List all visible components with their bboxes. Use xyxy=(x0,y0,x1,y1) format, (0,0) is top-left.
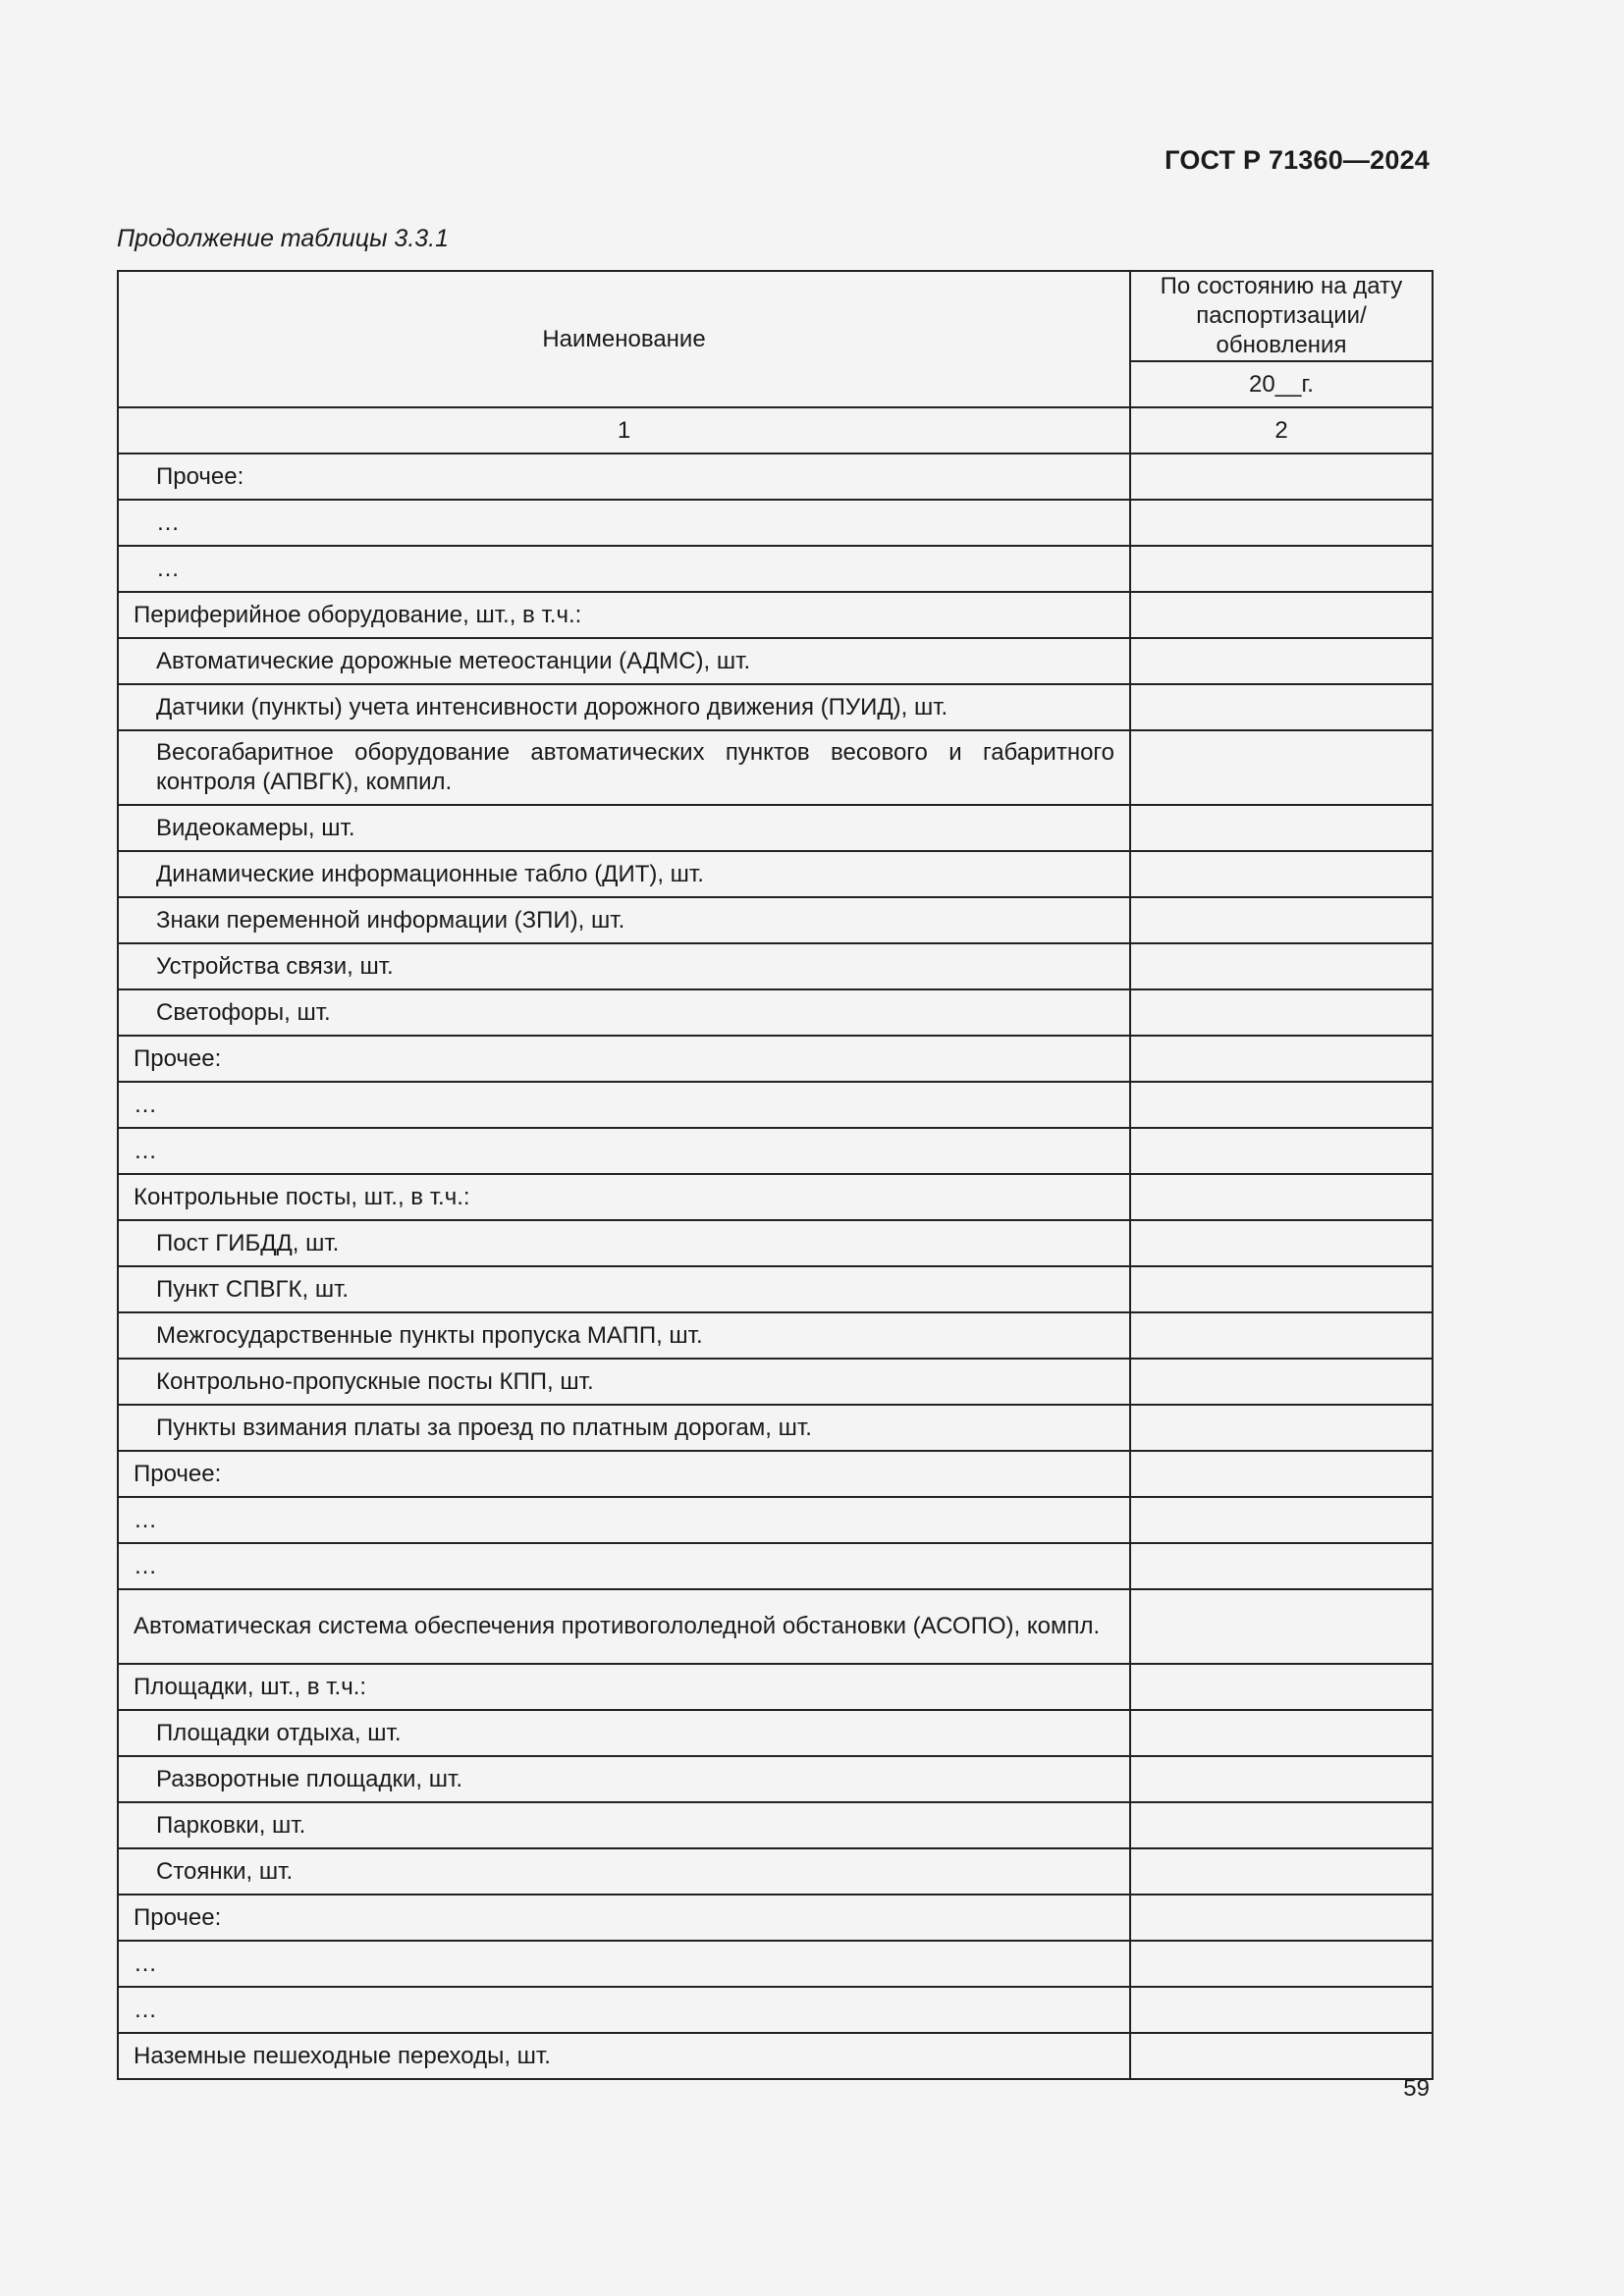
column-number-2: 2 xyxy=(1130,407,1433,454)
table-row xyxy=(118,2033,1433,2079)
row-label: Видеокамеры, шт. xyxy=(118,805,1130,851)
row-value-cell[interactable] xyxy=(1130,1497,1433,1543)
row-value-cell[interactable] xyxy=(1130,546,1433,592)
table-row xyxy=(118,805,1433,851)
row-label: Площадки, шт., в т.ч.: xyxy=(118,1664,1130,1710)
row-value-cell[interactable] xyxy=(1130,1543,1433,1589)
row-label: … xyxy=(118,1128,1130,1174)
table-row xyxy=(118,943,1433,989)
table-row xyxy=(118,454,1433,500)
table-row xyxy=(118,1359,1433,1405)
row-value-cell[interactable] xyxy=(1130,592,1433,638)
row-label: Прочее: xyxy=(118,1451,1130,1497)
row-value-cell[interactable] xyxy=(1130,1756,1433,1802)
row-value-cell[interactable] xyxy=(1130,1359,1433,1405)
column-number-1: 1 xyxy=(118,407,1130,454)
row-value-cell[interactable] xyxy=(1130,989,1433,1036)
table-row xyxy=(118,1266,1433,1312)
row-value-cell[interactable] xyxy=(1130,1082,1433,1128)
row-value-cell[interactable] xyxy=(1130,1802,1433,1848)
table-row xyxy=(118,1756,1433,1802)
row-value-cell[interactable] xyxy=(1130,1451,1433,1497)
row-value-cell[interactable] xyxy=(1130,1405,1433,1451)
row-value-cell[interactable] xyxy=(1130,454,1433,500)
row-value-cell[interactable] xyxy=(1130,1174,1433,1220)
row-label: Контрольно-пропускные посты КПП, шт. xyxy=(118,1359,1130,1405)
column-header-state: По состоянию на дату паспортизации/обновления xyxy=(1130,271,1433,361)
row-label: Датчики (пункты) учета интенсивности дорожного движения (ПУИД), шт. xyxy=(118,684,1130,730)
page-number: 59 xyxy=(1403,2075,1430,2102)
row-label: … xyxy=(118,1082,1130,1128)
row-value-cell[interactable] xyxy=(1130,1895,1433,1941)
table-row xyxy=(118,500,1433,546)
row-value-cell[interactable] xyxy=(1130,1589,1433,1664)
document-code: ГОСТ Р 71360—2024 xyxy=(1164,145,1430,175)
row-value-cell[interactable] xyxy=(1130,1128,1433,1174)
row-value-cell[interactable] xyxy=(1130,1266,1433,1312)
table-row xyxy=(118,1543,1433,1589)
row-value-cell[interactable] xyxy=(1130,1987,1433,2033)
table-row xyxy=(118,851,1433,897)
row-label: … xyxy=(118,1941,1130,1987)
row-value-cell[interactable] xyxy=(1130,1848,1433,1895)
table-row xyxy=(118,684,1433,730)
table-row xyxy=(118,1312,1433,1359)
row-label: Наземные пешеходные переходы, шт. xyxy=(118,2033,1130,2079)
table-row xyxy=(118,1664,1433,1710)
table-row xyxy=(118,1451,1433,1497)
row-value-cell[interactable] xyxy=(1130,2033,1433,2079)
table-row xyxy=(118,1082,1433,1128)
row-label: Прочее: xyxy=(118,1895,1130,1941)
table-row xyxy=(118,1405,1433,1451)
row-label: Контрольные посты, шт., в т.ч.: xyxy=(118,1174,1130,1220)
row-label: Стоянки, шт. xyxy=(118,1848,1130,1895)
column-header-year: 20__г. xyxy=(1130,361,1433,407)
table-row xyxy=(118,1710,1433,1756)
column-header-name: Наименование xyxy=(118,271,1130,407)
row-label: … xyxy=(118,1987,1130,2033)
table-row xyxy=(118,897,1433,943)
table-row xyxy=(118,1036,1433,1082)
row-label: Периферийное оборудование, шт., в т.ч.: xyxy=(118,592,1130,638)
table-row xyxy=(118,730,1433,805)
row-label: Устройства связи, шт. xyxy=(118,943,1130,989)
row-label: Весогабаритное оборудование автоматических пунктов весового и габаритного контроля (АПВГК), компил. xyxy=(118,730,1130,805)
column-number-row xyxy=(118,407,1433,454)
table-row xyxy=(118,1941,1433,1987)
row-value-cell[interactable] xyxy=(1130,1312,1433,1359)
row-label: Пункты взимания платы за проезд по платным дорогам, шт. xyxy=(118,1405,1130,1451)
table-row xyxy=(118,1848,1433,1895)
row-label: Светофоры, шт. xyxy=(118,989,1130,1036)
row-value-cell[interactable] xyxy=(1130,1664,1433,1710)
table-row xyxy=(118,1987,1433,2033)
row-value-cell[interactable] xyxy=(1130,943,1433,989)
row-label: Автоматическая система обеспечения противогололедной обстановки (АСОПО), компл. xyxy=(118,1589,1130,1664)
passport-table xyxy=(117,270,1434,2080)
row-label: Знаки переменной информации (ЗПИ), шт. xyxy=(118,897,1130,943)
row-label: … xyxy=(118,500,1130,546)
table-row xyxy=(118,1802,1433,1848)
row-label: Автоматические дорожные метеостанции (АДМС), шт. xyxy=(118,638,1130,684)
table-row xyxy=(118,592,1433,638)
row-label: Разворотные площадки, шт. xyxy=(118,1756,1130,1802)
row-label: Пункт СПВГК, шт. xyxy=(118,1266,1130,1312)
row-value-cell[interactable] xyxy=(1130,805,1433,851)
row-value-cell[interactable] xyxy=(1130,730,1433,805)
row-value-cell[interactable] xyxy=(1130,851,1433,897)
row-label: … xyxy=(118,546,1130,592)
table-row xyxy=(118,1128,1433,1174)
table-row xyxy=(118,1497,1433,1543)
table-row xyxy=(118,1174,1433,1220)
table-caption: Продолжение таблицы 3.3.1 xyxy=(117,225,450,252)
row-value-cell[interactable] xyxy=(1130,897,1433,943)
table-row xyxy=(118,546,1433,592)
row-label: … xyxy=(118,1543,1130,1589)
row-label: Площадки отдыха, шт. xyxy=(118,1710,1130,1756)
table-row xyxy=(118,1220,1433,1266)
table-row xyxy=(118,1895,1433,1941)
row-value-cell[interactable] xyxy=(1130,1941,1433,1987)
row-label: Пост ГИБДД, шт. xyxy=(118,1220,1130,1266)
row-value-cell[interactable] xyxy=(1130,500,1433,546)
table-row xyxy=(118,989,1433,1036)
row-label: Межгосударственные пункты пропуска МАПП, шт. xyxy=(118,1312,1130,1359)
row-value-cell[interactable] xyxy=(1130,1710,1433,1756)
row-label: Парковки, шт. xyxy=(118,1802,1130,1848)
row-value-cell[interactable] xyxy=(1130,1220,1433,1266)
row-label: … xyxy=(118,1497,1130,1543)
table-row xyxy=(118,638,1433,684)
row-value-cell[interactable] xyxy=(1130,684,1433,730)
row-label: Прочее: xyxy=(118,1036,1130,1082)
row-value-cell[interactable] xyxy=(1130,638,1433,684)
row-label: Прочее: xyxy=(118,454,1130,500)
row-value-cell[interactable] xyxy=(1130,1036,1433,1082)
table-row xyxy=(118,1589,1433,1664)
row-label: Динамические информационные табло (ДИТ), шт. xyxy=(118,851,1130,897)
